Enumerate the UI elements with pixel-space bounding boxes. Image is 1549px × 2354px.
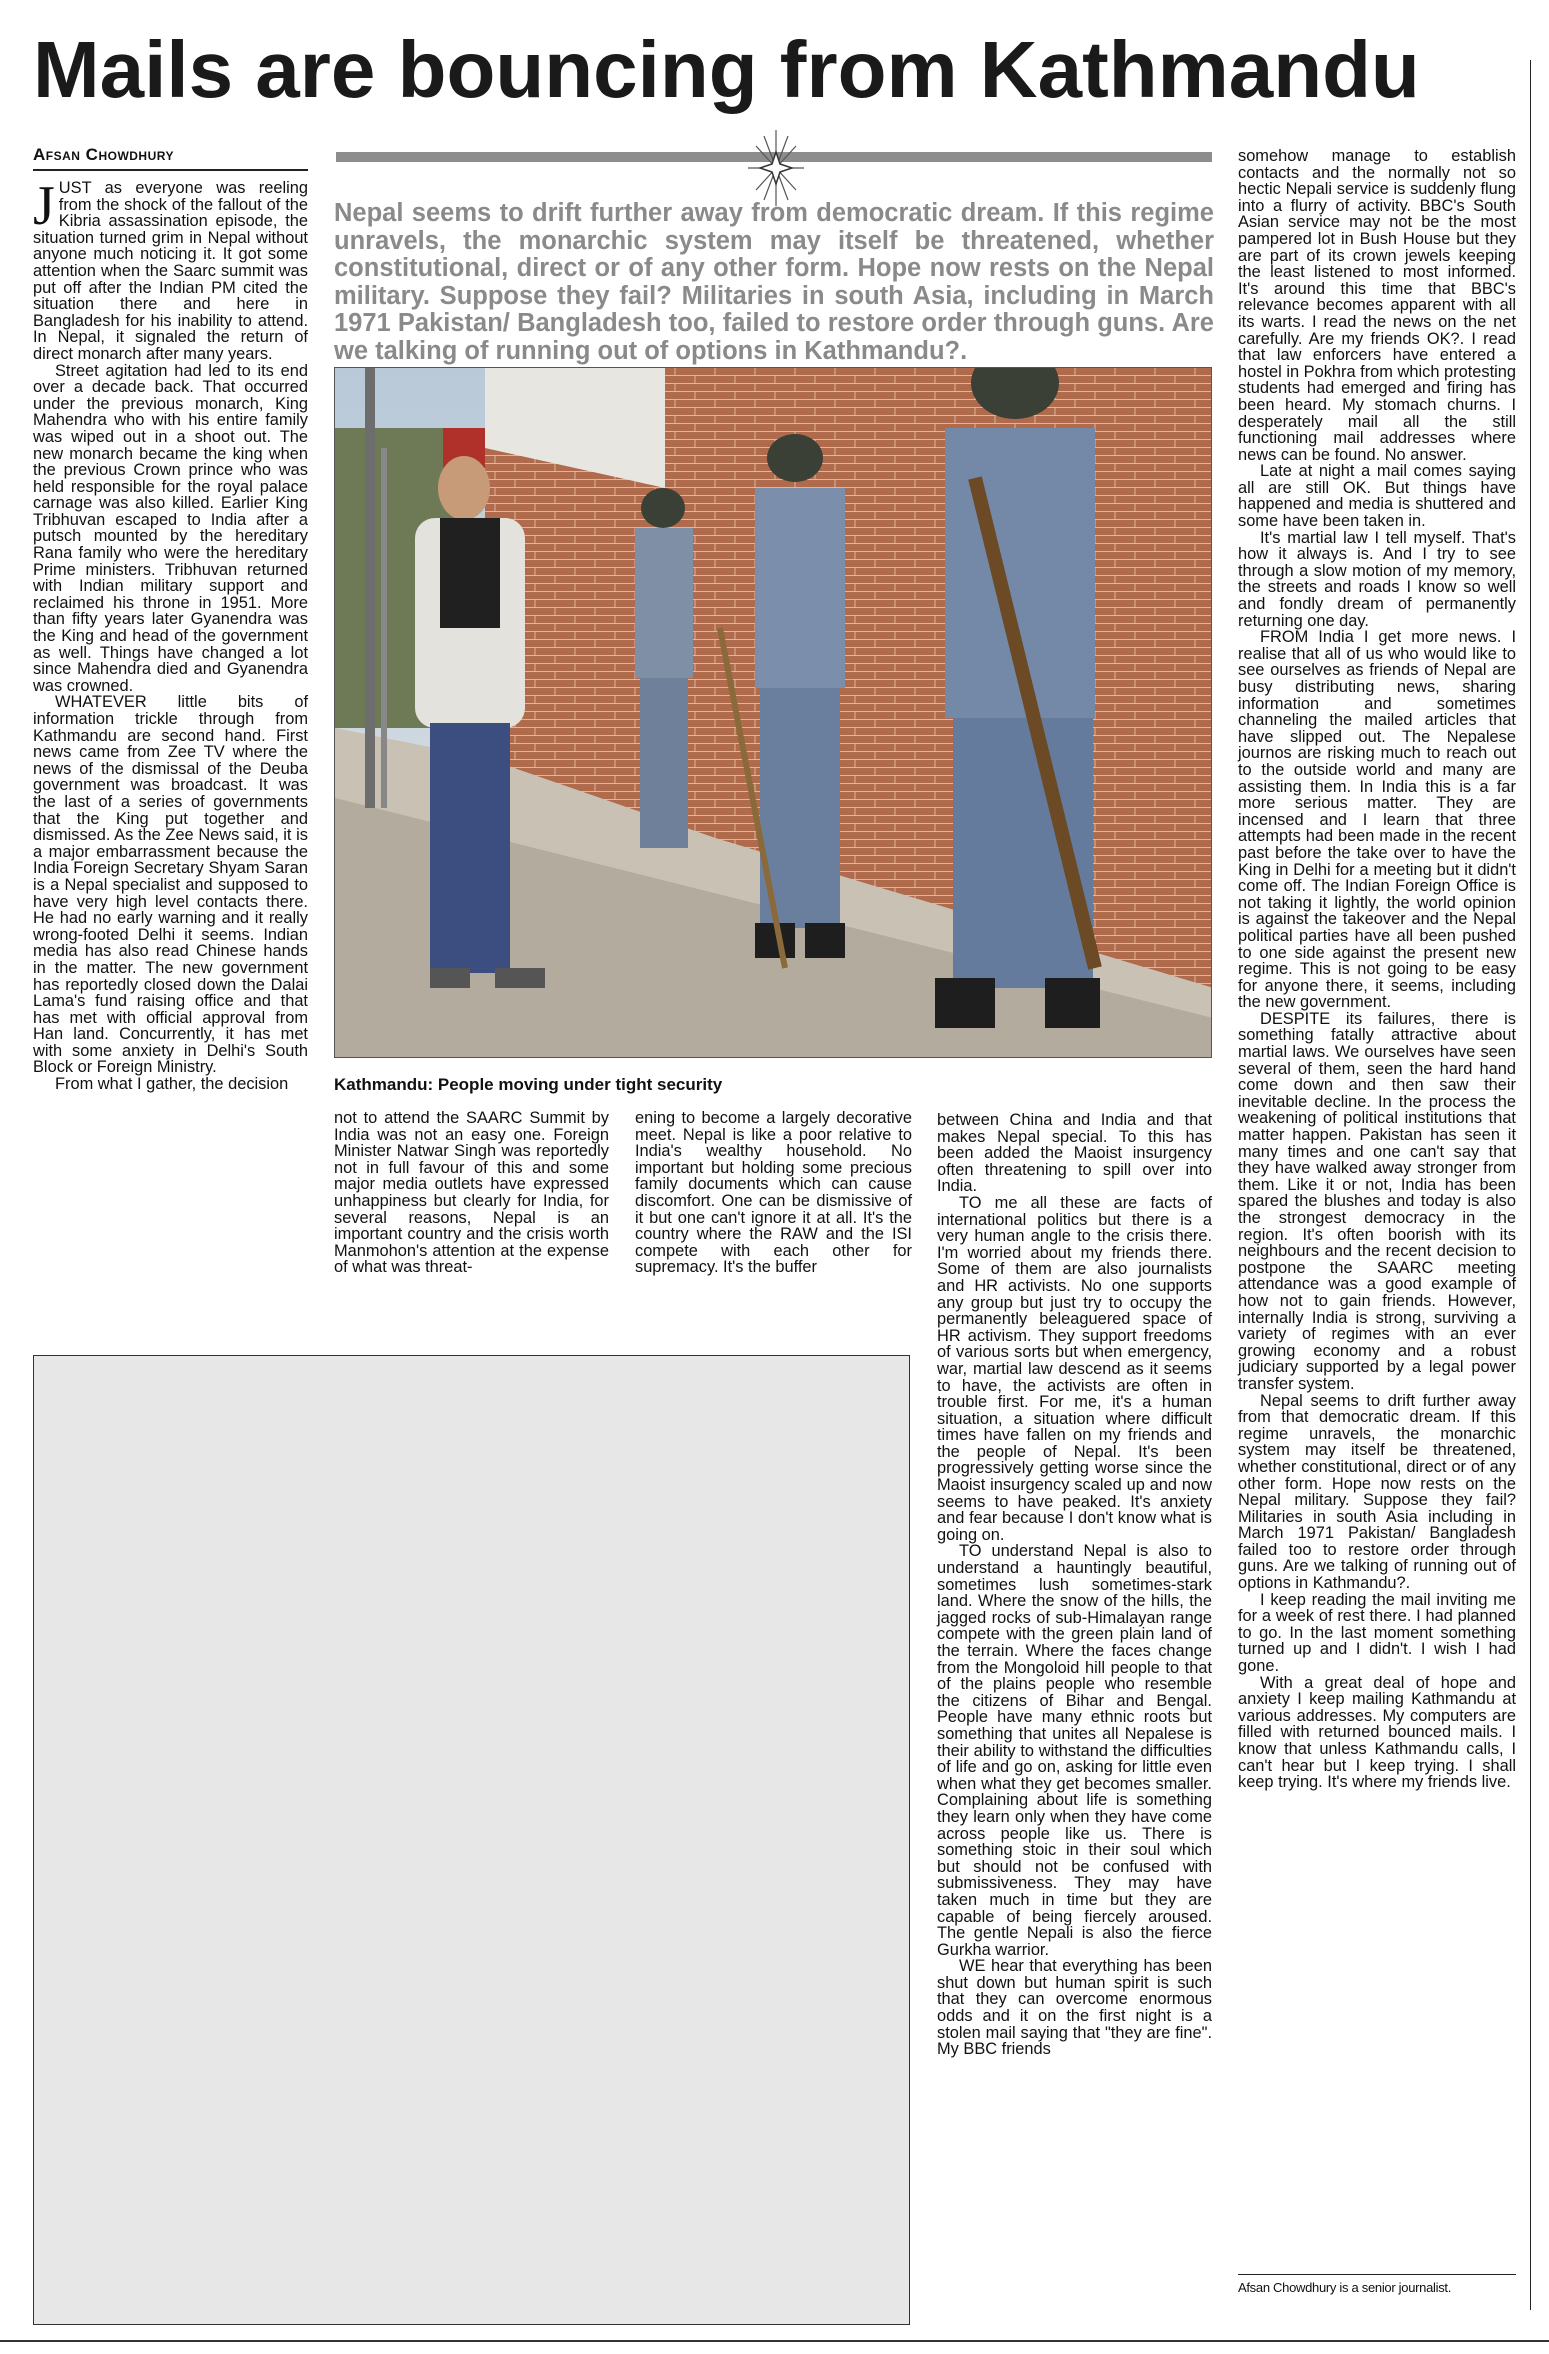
paragraph: not to attend the SAARC Summit by India was not an easy one. Foreign Minister Natwar Singh was reportedly not in full favour of this and some major media outlets have expressed unhappiness but clearly for India, for several reasons, Nepal is an important country and the crisis worth Manmohon's attention at the expense of what was threat- xyxy=(334,1109,609,1277)
paragraph: It's martial law I tell myself. That's how it always is. And I try to see through a slow motion of my memory, the streets and roads I know so well and fondly dream of permanently returning one day. xyxy=(1238,528,1516,630)
paragraph: Late at night a mail comes saying all are still OK. But things have happened and media is shuttered and some have been taken in. xyxy=(1238,462,1516,531)
soldier-figure xyxy=(635,488,693,848)
byline: Afsan Chowdhury xyxy=(33,145,308,171)
soldier-figure xyxy=(935,368,1100,1028)
paragraph: FROM India I get more news. I realise that all of us who would like to see ourselves as friends of Nepal are busy distributing news, sharing information and sometimes channeling the mailed articles that have slipped out. The Nepalese journos are risking much to reach out to the outside world and many are assisting them. In India this is a far more serious matter. They are incensed and I learn that three attempts had been made in the recent past before the take over to have the King in Delhi for a meeting but it didn't come off. The Indian Foreign Office is not taking it lightly, the world opinion is against the takeover and the Nepal political parties have all been pushed to one side against the present new regime. This is not going to be easy for anyone there, it seems, including the new government. xyxy=(1238,628,1516,1012)
paragraph: With a great deal of hope and anxiety I keep mailing Kathmandu at various addresses. My computers are filled with returned bounced mails. I know that unless Kathmandu calls, I can't hear but I keep trying. I shall keep trying. It's where my friends live. xyxy=(1238,1673,1516,1792)
column-4 xyxy=(937,1112,1212,2058)
column-1 xyxy=(33,175,308,1094)
article-deck: Nepal seems to drift further away from democratic dream. If this regime unravels, the monarchic system may itself be threatened, whether constitutional, direct or of any other form. Hope now rests on the Nepal military. Suppose they fail? Militaries in south Asia, including in March 1971 Pakistan/ Bangladesh too, failed to restore order through guns. Are we talking of running out of options in Kathmandu?. xyxy=(334,199,1214,365)
paragraph: WE hear that everything has been shut down but human spirit is such that they can overcome enormous odds and it on the first night is a stolen mail saying that "they are fine". My BBC friends xyxy=(937,1957,1212,2059)
soldiers-street-illustration xyxy=(335,368,1212,1058)
paragraph: Street agitation had led to its end over a decade back. That occurred under the previous monarch, King Mahendra who with his entire family was wiped out in a shoot out. The new monarch became the king when the previous Crown prince who was held responsible for the royal palace carnage was also killed. Earlier King Tribhuvan escaped to India after a putsch mounted by the hereditary Rana family who were the hereditary Prime ministers. Tribhuvan returned with Indian military support and reclaimed his throne in 1951. More than fifty years later Gyanendra was the King and head of the government as well. Things have changed a lot since Mahendra died and Gyanendra was crowned. xyxy=(33,361,308,695)
author-credit: Afsan Chowdhury is a senior journalist. xyxy=(1238,2280,1452,2295)
paragraph: From what I gather, the decision xyxy=(55,1075,289,1094)
paragraph: TO me all these are facts of international politics but there is a very human angle to the crisis there. I'm worried about my friends there. Some of them are also journalists and HR activists. No one supports any group but just try to occupy the permanently beleaguered space of HR activism. They support freedoms of various sorts but when emergency, war, martial law descend as it seems to have, the activists are often in trouble first. For me, it's a human situation, a situation where difficult times have fallen on my friends and the people of Nepal. It's been progressively getting worse since the Maoist insurgency scaled up and now seems to have peaked. It's anxiety and fear because I don't know what is going on. xyxy=(937,1193,1212,1544)
star-ornament-icon xyxy=(746,128,806,208)
headline: Mails are bouncing from Kathmandu xyxy=(33,25,1420,114)
blank-advert-space xyxy=(33,1355,910,2325)
paragraph xyxy=(33,175,308,363)
paragraph: ening to become a largely decorative meet. Nepal is like a poor relative to India's wealthy household. No important but holding some precious family documents which can cause discomfort. One can be dismissive of it but one can't ignore it at all. It's the country where the RAW and the ISI compete with each other for supremacy. It's the buffer xyxy=(635,1109,912,1277)
paragraph: between China and India and that makes Nepal special. To this has been added the Maoist insurgency often threatening to spill over into India. xyxy=(937,1111,1212,1196)
paragraph-text: UST as everyone was reeling from the shock of the fallout of the Kibria assassination episode, the situation turned grim in Nepal without anyone much noticing it. It got some attention when the Saarc summit was put off after the Indian PM cited the situation there and here in Bangladesh for his inability to attend. In Nepal, it signaled the return of direct monarch after many years. xyxy=(33,179,308,363)
paragraph: somehow manage to establish contacts and the normally not so hectic Nepali service is suddenly flung into a flurry of activity. BBC's South Asian service may not be the most pampered lot in Bush House but they are part of its crown jewels keeping the least listened to most informed. It's around this time that BBC's relevance becomes apparent with all its warts. I read the news on the net carefully. Are my friends OK?. I read that law enforcers have entered a hostel in Pokhra from which protesting students had emerged and firing has been heard. My stomach churns. I desperately mail all the still functioning mail addresses where news can be found. No answer. xyxy=(1238,147,1516,464)
paragraph: Nepal seems to drift further away from that democratic dream. If this regime unravels, the monarchic system may itself be threatened, whether constitutional, direct or of any other form. Hope now rests on the Nepal military. Suppose they fail? Militaries in south Asia including in March 1971 Pakistan/ Bangladesh failed too to restore order through guns. Are we talking of running out of options in Kathmandu?. xyxy=(1238,1391,1516,1593)
credit-divider xyxy=(1238,2274,1516,2275)
paragraph: I keep reading the mail inviting me for a week of rest there. I had planned to go. In the last moment something turned up and I didn't. I wish I had gone. xyxy=(1238,1590,1516,1676)
bottom-page-rule xyxy=(0,2340,1549,2342)
paragraph: WHATEVER little bits of information trickle through from Kathmandu are second hand. First news came from Zee TV where the news of the dismissal of the Deuba government was broadcast. It was the last of a series of governments that the King put together and dismissed. As the Zee News said, it is a major embarrassment because the India Foreign Secretary Shyam Saran is a Nepal specialist and supposed to have very high level contacts there. He had no early warning and it really wrong-footed Delhi it seems. Indian media has also read Chinese hands in the matter. The new government has reportedly closed down the Dalai Lama's fund raising office and that has met with official approval from Han land. Concurrently, it has met with some anxiety in Delhi's South Block or Foreign Ministry. xyxy=(33,693,308,1077)
drop-cap: J xyxy=(33,175,55,237)
paragraph: DESPITE its failures, there is something fatally attractive about martial laws. We ourselves have seen several of them, seen the hard hand come down and then saw their inevitable decline. In the process the weakening of political institutions that matter happen. Pakistan has seen it many times and one can't say that they have walked away stronger from them. Like it or not, India has been spared the blushes and today is also the strongest democracy in the region. It's often boorish with its neighbours and the recent decision to postpone the SAARC meeting attendance was a good example of how not to gain friends. However, internally India is strong, surviving a variety of regimes with an ever growing economy and a robust judiciary supported by a legal power transfer system. xyxy=(1238,1009,1516,1393)
column-3 xyxy=(635,1110,912,1276)
page-edge-rule xyxy=(1530,60,1531,2310)
decorative-star-rule xyxy=(336,152,1212,170)
news-photo xyxy=(334,367,1212,1058)
photo-caption: Kathmandu: People moving under tight security xyxy=(334,1075,723,1094)
column-5 xyxy=(1238,148,1516,1791)
column-2 xyxy=(334,1110,609,1276)
paragraph: TO understand Nepal is also to understand a hauntingly beautiful, sometimes lush sometimes-stark land. Where the snow of the hills, the jagged rocks of sub-Himalayan range compete with the green plain land of the terrain. Where the faces change from the Mongoloid hill people to that of the plains people who resemble the citizens of Bihar and Bengal. People have many ethnic roots but something that unites all Nepalese is their ability to withstand the difficulties of life and go on, asking for little even when what they get becomes smaller. Complaining about life is something they learn only when they have come across people like us. There is something stoic in their soul which but should not be confused with submissiveness. They may have taken much in time but they are capable of being fiercely aroused. The gentle Nepali is also the fierce Gurkha warrior. xyxy=(937,1542,1212,1959)
